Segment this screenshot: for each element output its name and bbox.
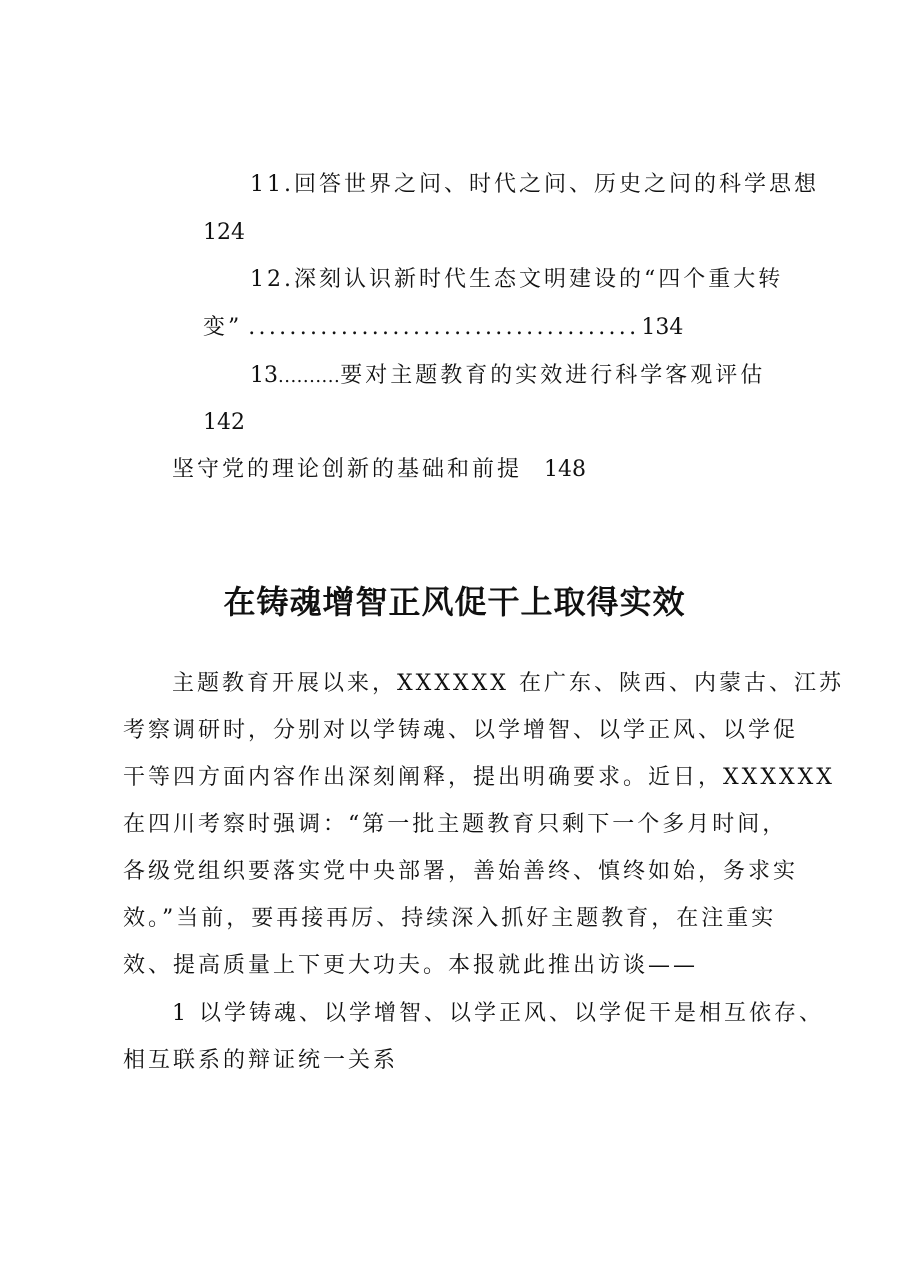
toc-item-12-cont-text: 变”	[203, 315, 243, 340]
toc-item-14-page: 148	[544, 457, 587, 482]
paragraph-line: 效、提高质量上下更大功夫。本报就此推出访谈——	[123, 953, 699, 978]
toc-item-13-number: 13	[250, 363, 278, 388]
toc-item-12-leader-dots: ......................................	[248, 315, 640, 340]
toc-item-14-text: 坚守党的理论创新的基础和前提	[172, 457, 523, 482]
paragraph-line: 考察调研时，分别对以学铸魂、以学增智、以学正风、以学促	[123, 718, 799, 743]
paragraph-line: 主题教育开展以来，XXXXXX 在广东、陕西、内蒙古、江苏	[172, 671, 844, 696]
section-heading-line: 相互联系的辩证统一关系	[123, 1048, 399, 1073]
toc-item-12: 12.深刻认识新时代生态文明建设的“四个重大转	[250, 267, 784, 292]
toc-item-11: 11.回答世界之问、时代之问、历史之问的科学思想	[250, 172, 819, 197]
toc-item-14	[172, 456, 586, 484]
paragraph-line: 效。”当前，要再接再厉、持续深入抓好主题教育，在注重实	[123, 906, 777, 931]
toc-item-13-leader-dots: ..........	[278, 366, 341, 387]
toc-item-11-page: 124	[203, 220, 245, 245]
article-title: 在铸魂增智正风促干上取得实效	[223, 583, 686, 621]
toc-item-13-page: 142	[203, 410, 245, 435]
section-heading-line: 1 以学铸魂、以学增智、以学正风、以学促干是相互依存、	[172, 1001, 824, 1026]
toc-item-12-page: 134	[641, 315, 684, 340]
toc-item-13-text: 要对主题教育的实效进行科学客观评估	[340, 363, 766, 388]
paragraph-line: 在四川考察时强调：“第一批主题教育只剩下一个多月时间，	[123, 812, 788, 837]
paragraph-line: 各级党组织要落实党中央部署，善始善终、慎终如始，务求实	[123, 859, 799, 884]
paragraph-line: 干等四方面内容作出深刻阐释，提出明确要求。近日，XXXXXX	[123, 765, 835, 790]
toc-item-13	[250, 362, 765, 391]
toc-item-12-continuation	[203, 314, 683, 342]
